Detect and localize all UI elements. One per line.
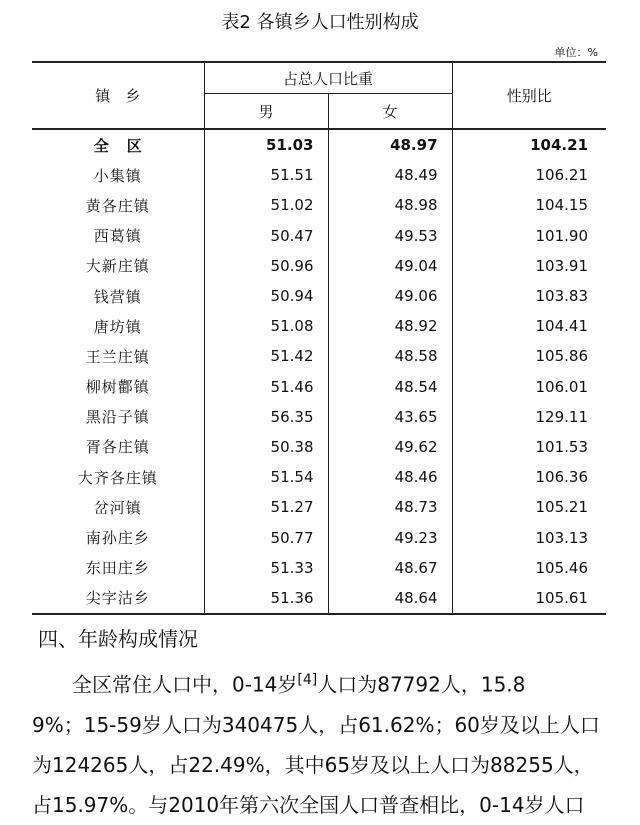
table-row <box>32 372 606 402</box>
female-share-cell: 49.53 <box>394 226 438 245</box>
female-share-cell: 48.73 <box>394 498 438 517</box>
sex-ratio-cell: 106.01 <box>452 372 606 402</box>
male-share-cell: 51.54 <box>204 462 328 492</box>
table-row <box>32 251 606 281</box>
female-share-cell: 49.62 <box>394 437 438 456</box>
sex-ratio-cell: 103.13 <box>452 522 606 552</box>
paragraph-line-4: 占15.97%。与2010年第六次全国人口普查相比，0-14岁人口 <box>32 792 585 817</box>
female-share-cell: 49.04 <box>394 256 438 275</box>
table-row <box>32 583 606 614</box>
header-male: 男 <box>204 94 328 130</box>
female-share-cell: 49.23 <box>394 528 438 547</box>
town-name-cell: 黑沿子镇 <box>32 402 204 432</box>
male-share-cell: 51.08 <box>204 311 328 341</box>
female-share-cell: 48.54 <box>394 377 438 396</box>
town-name-cell: 柳树酄镇 <box>32 372 204 402</box>
paragraph-line-3: 为124265人，占22.49%，其中65岁及以上人口为88255人， <box>32 752 594 777</box>
female-share-cell: 48.97 <box>390 136 438 155</box>
town-name-cell: 小集镇 <box>32 160 204 190</box>
table-row <box>32 553 606 583</box>
sex-ratio-cell: 104.15 <box>452 190 606 220</box>
female-share-cell: 48.49 <box>394 166 438 185</box>
table-row <box>32 190 606 220</box>
town-name-cell: 西葛镇 <box>32 221 204 251</box>
town-name-cell: 钱营镇 <box>32 281 204 311</box>
town-name-cell: 岔河镇 <box>32 492 204 522</box>
sex-ratio-cell: 129.11 <box>452 402 606 432</box>
table-row <box>32 341 606 371</box>
table-body <box>32 129 606 614</box>
male-share-cell: 51.02 <box>204 190 328 220</box>
table-row <box>32 492 606 522</box>
table-row <box>32 522 606 552</box>
section-heading: 四、年龄构成情况 <box>38 627 198 651</box>
table-row <box>32 402 606 432</box>
female-share-cell: 48.98 <box>394 196 438 215</box>
town-name-cell: 大新庄镇 <box>32 251 204 281</box>
paragraph-line-1 <box>32 660 614 705</box>
sex-ratio-cell: 105.61 <box>452 583 606 614</box>
male-share-cell: 51.03 <box>204 129 328 160</box>
town-name-cell: 东田庄乡 <box>32 553 204 583</box>
male-share-cell: 50.94 <box>204 281 328 311</box>
table-row <box>32 311 606 341</box>
header-town: 镇 乡 <box>32 62 204 129</box>
town-name-cell: 唐坊镇 <box>32 311 204 341</box>
sex-ratio-cell: 104.21 <box>452 129 606 160</box>
town-name-cell: 胥各庄镇 <box>32 432 204 462</box>
sex-ratio-cell: 104.41 <box>452 311 606 341</box>
town-name-cell: 全区 <box>32 129 204 160</box>
female-share-cell: 48.46 <box>394 468 438 487</box>
male-share-cell: 50.96 <box>204 251 328 281</box>
town-name-cell: 黄各庄镇 <box>32 190 204 220</box>
table-row <box>32 462 606 492</box>
female-share-cell: 48.67 <box>394 558 438 577</box>
male-share-cell: 51.27 <box>204 492 328 522</box>
footnote-ref[interactable]: [4] <box>297 672 318 688</box>
body-paragraph <box>32 660 614 825</box>
line-1-text-b: 人口为87792人，15.8 <box>317 672 526 697</box>
male-share-cell: 50.38 <box>204 432 328 462</box>
sex-ratio-cell: 103.83 <box>452 281 606 311</box>
town-name-cell: 尖字沽乡 <box>32 583 204 614</box>
header-female: 女 <box>382 102 398 121</box>
table-row <box>32 281 606 311</box>
sex-ratio-cell: 106.36 <box>452 462 606 492</box>
line-1-text-a: 全区常住人口中，0-14岁 <box>72 672 298 697</box>
table-title: 表2 各镇乡人口性别构成 <box>221 12 419 33</box>
population-sex-table <box>32 61 606 615</box>
female-share-cell: 48.58 <box>394 347 438 366</box>
header-share: 占总人口比重 <box>204 62 452 94</box>
table-row <box>32 432 606 462</box>
sex-ratio-cell: 101.90 <box>452 221 606 251</box>
male-share-cell: 51.42 <box>204 341 328 371</box>
unit-label: 单位：% <box>554 46 598 59</box>
male-share-cell: 50.47 <box>204 221 328 251</box>
female-share-cell: 49.06 <box>394 287 438 306</box>
town-name-cell: 王兰庄镇 <box>32 341 204 371</box>
table-row-total <box>32 129 606 160</box>
town-name-cell: 大齐各庄镇 <box>32 462 204 492</box>
paragraph-line-2: 9%；15-59岁人口为340475人，占61.62%；60岁及以上人口 <box>32 712 600 737</box>
male-share-cell: 51.36 <box>204 583 328 614</box>
sex-ratio-cell: 105.86 <box>452 341 606 371</box>
female-share-cell: 48.64 <box>328 583 452 614</box>
male-share-cell: 50.77 <box>204 522 328 552</box>
female-share-cell: 43.65 <box>394 407 438 426</box>
town-name-cell: 南孙庄乡 <box>32 522 204 552</box>
male-share-cell: 51.51 <box>204 160 328 190</box>
sex-ratio-cell: 103.91 <box>452 251 606 281</box>
male-share-cell: 56.35 <box>204 402 328 432</box>
sex-ratio-cell: 105.21 <box>452 492 606 522</box>
table-row <box>32 160 606 190</box>
male-share-cell: 51.33 <box>204 553 328 583</box>
sex-ratio-cell: 105.46 <box>452 553 606 583</box>
sex-ratio-cell: 106.21 <box>452 160 606 190</box>
header-sex-ratio: 性别比 <box>452 62 606 129</box>
sex-ratio-cell: 101.53 <box>452 432 606 462</box>
table-row <box>32 221 606 251</box>
male-share-cell: 51.46 <box>204 372 328 402</box>
female-share-cell: 48.92 <box>394 317 438 336</box>
